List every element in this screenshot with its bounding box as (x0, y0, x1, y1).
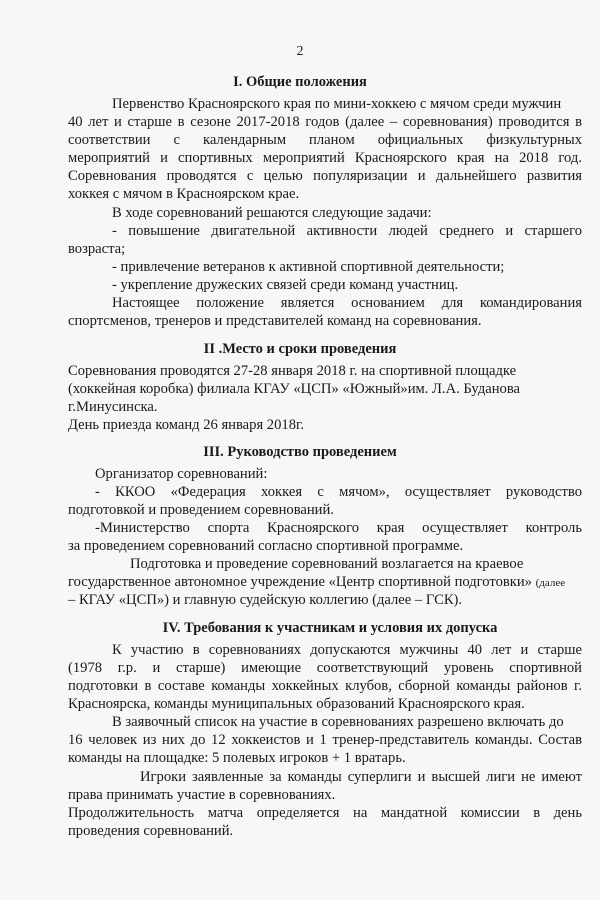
page-number: 2 (296, 44, 304, 59)
section-1-title: I. Общие положения (233, 74, 367, 90)
paragraph-line: 16 человек из них до 12 хоккеистов и 1 тренер-представитель команды. Состав (68, 732, 582, 748)
paragraph-line: День приезда команд 26 января 2018г. (68, 417, 304, 433)
paragraph-line: возраста; (68, 241, 126, 257)
list-item: - ККОО «Федерация хоккея с мячом», осуществляет руководство (95, 484, 582, 500)
paragraph-line: В заявочный список на участие в соревнованиях разрешено включать до (112, 714, 564, 730)
list-item: - укрепление дружеских связей среди команд участниц. (112, 277, 459, 293)
paragraph-line: команды на площадке: 5 полевых игроков + 1 вратарь. (68, 750, 406, 766)
paragraph-line: Соревнования проводятся 27-28 января 2018 г. на спортивной площадке (68, 363, 517, 379)
footnote-text: (далее (535, 577, 566, 589)
paragraph-line: Красноярска, команды муниципальных образований Красноярского края. (68, 696, 525, 712)
paragraph-line: (1978 г.р. и старше) имеющие соответствующий уровень спортивной (68, 660, 582, 676)
paragraph-line: Первенство Красноярского края по мини-хоккею с мячом среди мужчин (112, 96, 562, 112)
paragraph-line: – КГАУ «ЦСП») и главную судейскую коллегию (далее – ГСК). (68, 592, 463, 608)
paragraph-line (68, 573, 565, 592)
paragraph-line: Организатор соревнований: (95, 466, 268, 482)
paragraph-text: государственное автономное учреждение «Центр спортивной подготовки» (68, 574, 532, 590)
paragraph-line: хоккея с мячом в Красноярском крае. (68, 186, 300, 202)
paragraph-line: Соревнования проводятся с целью популяризации и дальнейшего развития (68, 168, 582, 184)
paragraph-line: г.Минусинска. (68, 399, 158, 415)
paragraph-line: мероприятий и спортивных мероприятий Красноярского края на 2018 год. (68, 150, 582, 166)
paragraph-line: спортсменов, тренеров и представителей команд на соревнования. (68, 313, 482, 329)
list-item: - привлечение ветеранов к активной спортивной деятельности; (112, 259, 505, 275)
paragraph-line: (хоккейная коробка) филиала КГАУ «ЦСП» «Южный»им. Л.А. Буданова (68, 381, 520, 397)
paragraph-line: за проведением соревнований согласно спортивной программе. (68, 538, 464, 554)
paragraph-line: Продолжительность матча определяется на мандатной комиссии в день (68, 805, 582, 821)
paragraph-line: соответствии с календарным планом официальных физкультурных (68, 132, 582, 148)
section-3-title: III. Руководство проведением (203, 444, 397, 460)
paragraph-line: Настоящее положение является основанием для командирования (112, 295, 582, 311)
list-item: - повышение двигательной активности людей среднего и старшего (112, 223, 582, 239)
section-4-title: IV. Требования к участникам и условия их допуска (162, 620, 498, 636)
paragraph-line: права принимать участие в соревнованиях. (68, 787, 336, 803)
paragraph-line: подготовки в составе команды хоккейных клубов, сборной команды районов г. (68, 678, 582, 694)
paragraph-line: проведения соревнований. (68, 823, 234, 839)
section-2-title: II .Место и сроки проведения (203, 341, 397, 357)
paragraph-line: Игроки заявленные за команды суперлиги и высшей лиги не имеют (140, 769, 582, 785)
paragraph-line: К участию в соревнованиях допускаются мужчины 40 лет и старше (112, 642, 582, 658)
paragraph-line: подготовкой и проведением соревнований. (68, 502, 334, 518)
list-item: -Министерство спорта Красноярского края осуществляет контроль (95, 520, 582, 536)
paragraph-line: Подготовка и проведение соревнований возлагается на краевое (130, 556, 524, 572)
paragraph-line: В ходе соревнований решаются следующие задачи: (112, 205, 432, 221)
paragraph-line: 40 лет и старше в сезоне 2017-2018 годов (далее – соревнования) проводится в (68, 114, 582, 130)
